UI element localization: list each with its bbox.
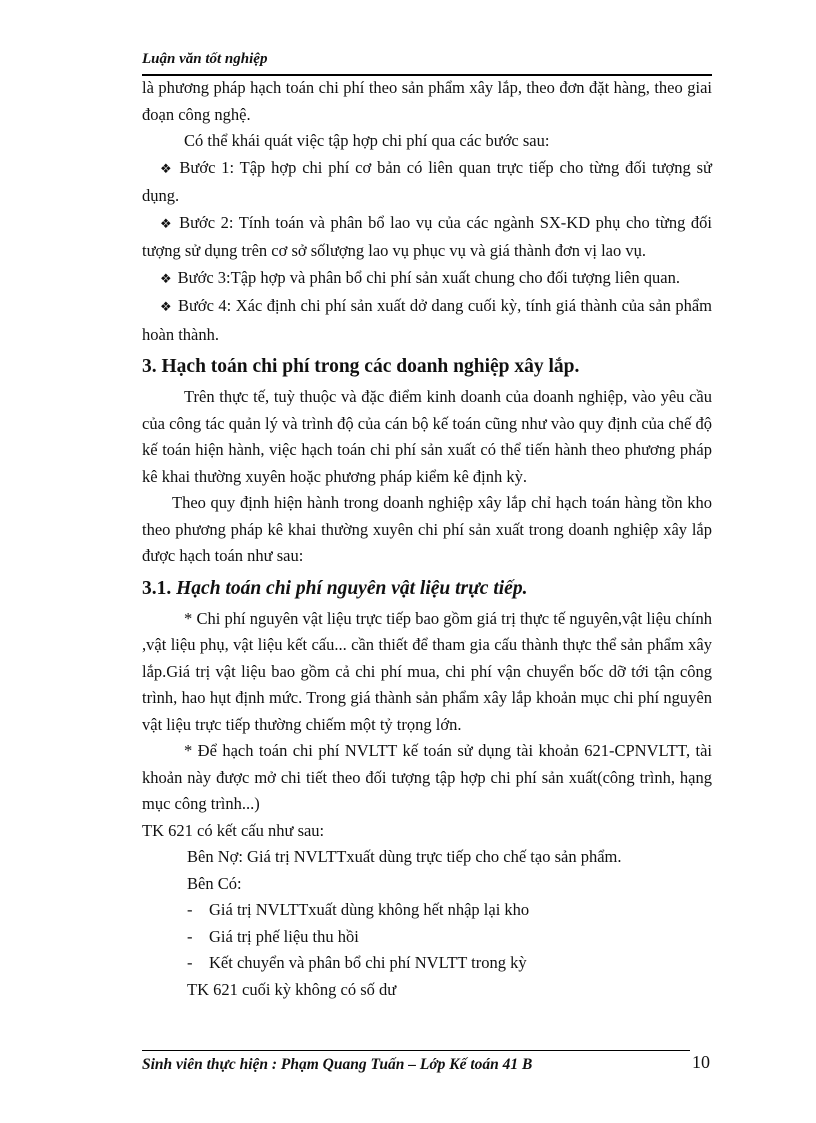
- page-number: 10: [692, 1052, 710, 1072]
- step-1: [142, 155, 712, 210]
- list-item: [142, 897, 712, 924]
- ben-co: Bên Có:: [187, 873, 242, 893]
- section-3-1-number: 3.1.: [142, 577, 172, 599]
- step-4: [142, 293, 712, 348]
- ben-no: Bên Nợ: Giá trị NVLTTxuất dùng trực tiếp cho chế tạo sản phẩm.: [187, 847, 622, 866]
- header-title: Luận văn tốt nghiệp: [142, 51, 268, 67]
- dash-bullet: -: [187, 953, 193, 972]
- step-2: [142, 210, 712, 265]
- list-item-text: Giá trị phế liệu thu hồi: [209, 926, 359, 946]
- section-3-1-heading: [142, 574, 712, 604]
- section-3-1-paragraph-1: * Chi phí nguyên vật liệu trực tiếp bao gồm giá trị thực tế nguyên,vật liệu chính ,vật liệu phụ, vật liệu kết cấu... cần thiết để tham gia cấu thành thực thể sản phẩm xây lắp.Giá trị vật liệu bao gồm cả chi phí mua, chi phí vận chuyển bốc dỡ tới tận công trình, hao hụt định mức. Trong giá thành sản phẩm xây lắp khoản mục chi phí nguyên vật liệu trực tiếp thường chiếm một tỷ trọng lớn.: [142, 608, 712, 734]
- page-footer: [142, 1050, 690, 1079]
- section-3-paragraph-1: Trên thực tế, tuỳ thuộc và đặc điểm kinh doanh của doanh nghiệp, vào yêu cầu của công tác quản lý và trình độ của cán bộ kế toán cũng như vào quy định của chế độ kế toán hiện hành, việc hạch toán chi phí sản xuất có thể tiến hành theo phương pháp kê khai thường xuyên hoặc phương pháp kiểm kê định kỳ.: [142, 387, 712, 486]
- section-3-heading: [142, 352, 712, 382]
- step-3-text: Bước 3:Tập hợp và phân bổ chi phí sản xuất chung cho đối tượng liên quan.: [177, 267, 680, 287]
- list-item: [142, 924, 712, 951]
- diamond-bullet-icon: ❖: [160, 271, 172, 287]
- document-body: [142, 75, 712, 1003]
- dash-bullet: -: [187, 900, 193, 919]
- page-header: [142, 50, 712, 76]
- tk621-intro: TK 621 có kết cấu như sau:: [142, 820, 325, 840]
- section-3-1-paragraph-2: * Để hạch toán chi phí NVLTT kế toán sử dụng tài khoản 621-CPNVLTT, tài khoản này được mở chi tiết theo đối tượng tập hợp chi phí sản xuất(công trình, hạng mục công trình...): [142, 741, 712, 813]
- list-item-text: Giá trị NVLTTxuất dùng không hết nhập lại kho: [209, 900, 530, 919]
- section-3-paragraph-2: Theo quy định hiện hành trong doanh nghiệp xây lắp chỉ hạch toán hàng tồn kho theo phương pháp kê khai thường xuyên chi phí sản xuất trong doanh nghiệp xây lắp được hạch toán như sau:: [142, 493, 712, 565]
- tk621-closing: TK 621 cuối kỳ không có số dư: [187, 979, 397, 999]
- paragraph-steps-intro: Có thể khái quát việc tập hợp chi phí qua các bước sau:: [184, 131, 550, 150]
- step-3: [142, 265, 712, 294]
- paragraph-continuation: là phương pháp hạch toán chi phí theo sản phẩm xây lắp, theo đơn đặt hàng, theo giai đoạn công nghệ.: [142, 78, 712, 124]
- section-3-title: Hạch toán chi phí trong các doanh nghiệp xây lắp.: [161, 356, 580, 377]
- diamond-bullet-icon: ❖: [160, 300, 172, 315]
- step-2-text: Bước 2: Tính toán và phân bổ lao vụ của các ngành SX-KD phụ cho từng đối tượng sử dụng trên cơ sở sốlượng lao vụ phục vụ và giá thành đơn vị lao vụ.: [142, 212, 713, 260]
- diamond-bullet-icon: ❖: [160, 161, 174, 177]
- step-1-text: Bước 1: Tập hợp chi phí cơ bản có liên quan trực tiếp cho từng đối tượng sử dụng.: [142, 157, 712, 205]
- section-3-number: 3.: [142, 356, 157, 377]
- section-3-1-title: Hạch toán chi phí nguyên vật liệu trực tiếp.: [176, 577, 528, 599]
- step-4-text: Bước 4: Xác định chi phí sản xuất dở dang cuối kỳ, tính giá thành của sản phẩm hoàn thành.: [142, 296, 712, 344]
- diamond-bullet-icon: ❖: [160, 216, 174, 232]
- list-item-text: Kết chuyển và phân bổ chi phí NVLTT trong kỳ: [209, 953, 527, 972]
- list-item: [142, 950, 712, 977]
- dash-bullet: -: [187, 926, 193, 946]
- footer-author: Sinh viên thực hiện : Phạm Quang Tuấn – Lớp Kế toán 41 B: [142, 1056, 533, 1073]
